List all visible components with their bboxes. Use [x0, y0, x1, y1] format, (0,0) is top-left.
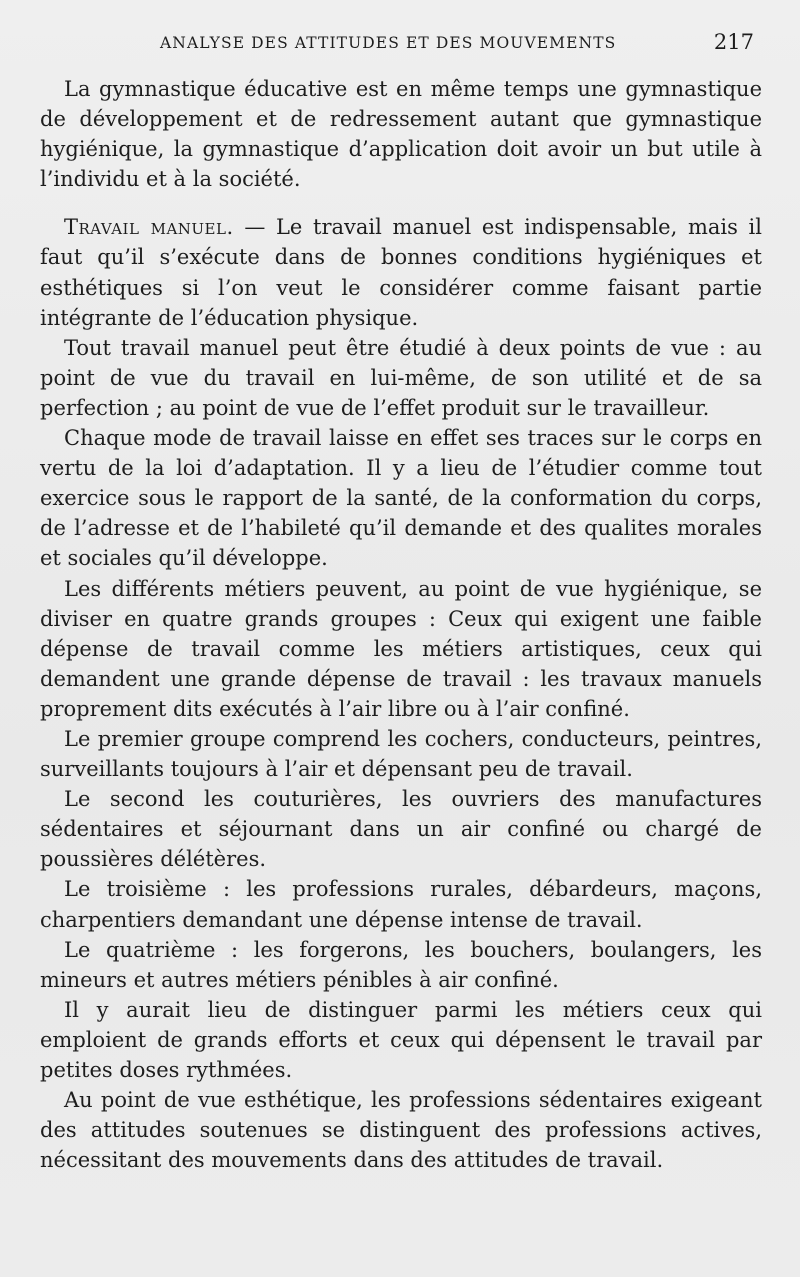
paragraph-points-de-vue — [40, 333, 762, 423]
paragraph-gymnastics — [40, 74, 762, 194]
paragraph-text: Il y aurait lieu de distinguer parmi les métiers ceux qui emploient de grands efforts et ceux qui dépensent le travail par petites doses rythmées. — [40, 997, 762, 1082]
paragraph-text: Le premier groupe comprend les cochers, conducteurs, peintres, surveillants toujours à l’air et dépensant peu de travail. — [40, 726, 762, 782]
running-head: ANALYSE DES ATTITUDES ET DES MOUVEMENTS — [160, 34, 617, 52]
paragraph-text: Le troisième : les professions rurales, débardeurs, maçons, charpentiers demandant une dépense intense de travail. — [40, 877, 762, 932]
paragraph-text: Au point de vue esthétique, les professions sédentaires exigeant des attitudes soutenues se distinguent des professions actives, nécessitant des mouvements dans des attitudes de travail. — [40, 1088, 762, 1173]
paragraph-second-groupe — [40, 784, 762, 874]
paragraph-text: — Le travail manuel est indispensable, mais il faut qu’il s’exécute dans de bonnes conditions hygiéniques et esthétiques si l’on veut le considérer comme faisant partie intégrante de l’éducation physique. — [40, 215, 762, 330]
paragraph-premier-groupe — [40, 724, 762, 784]
paragraph-quatrieme-groupe — [40, 935, 762, 995]
paragraph-groupes — [40, 574, 762, 724]
paragraph-esthetique — [40, 1085, 762, 1175]
paragraph-efforts — [40, 995, 762, 1085]
paragraph-text: Les différents métiers peuvent, au point de vue hygiénique, se diviser en quatre grands groupes : Ceux qui exigent une faible dépense de travail comme les métiers artistiques, ceux qui demandent une grande dépense de travail : les travaux manuels proprement dits exécutés à l’air libre ou à l’air confiné. — [40, 576, 762, 721]
paragraph-text: La gymnastique éducative est en même temps une gymnastique de développement et de redressement autant que gymnastique hygiénique, la gymnastique d’application doit avoir un but utile à l’individu et à la société. — [40, 77, 762, 192]
paragraph-text: Tout travail manuel peut être étudié à deux points de vue : au point de vue du travail en lui-même, de son utilité et de sa perfection ; au point de vue de l’effet produit sur le travailleur. — [40, 335, 762, 420]
paragraph-adaptation — [40, 423, 762, 573]
paragraph-travail-manuel — [40, 212, 762, 332]
page-number: 217 — [713, 30, 754, 54]
paragraph-troisieme-groupe — [40, 874, 762, 934]
paragraph-text: Le second les couturières, les ouvriers des manufactures sédentaires et séjournant dans un air confiné ou chargé de poussières délétères. — [40, 787, 762, 872]
page-header — [40, 28, 762, 58]
page-body — [40, 74, 762, 1175]
paragraph-text: Le quatrième : les forgerons, les bouchers, boulangers, les mineurs et autres métiers pénibles à air confiné. — [40, 937, 762, 992]
paragraph-text: Chaque mode de travail laisse en effet ses traces sur le corps en vertu de la loi d’adaptation. Il y a lieu de l’étudier comme tout exercice sous le rapport de la santé, de la conformation du corps, de l’adresse et de l’habileté qu’il demande et des qualites morales et sociales qu’il développe. — [40, 426, 762, 571]
section-label: Travail manuel. — [64, 215, 234, 240]
